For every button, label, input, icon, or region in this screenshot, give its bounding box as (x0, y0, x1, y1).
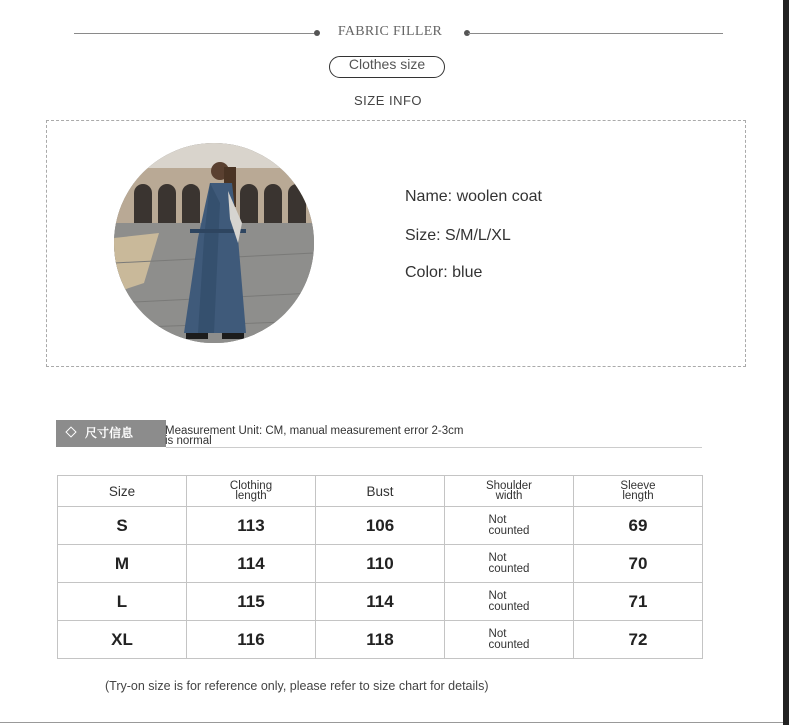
cell-length: 115 (187, 583, 316, 621)
measurement-note (165, 426, 495, 446)
cell-shoulder (445, 583, 574, 621)
diamond-icon (65, 426, 76, 437)
cell-shoulder-line1: Not (488, 551, 507, 564)
header-bust: Bust (316, 476, 445, 507)
table-row (58, 621, 703, 659)
cell-shoulder-line2: counted (488, 638, 530, 651)
cell-bust: 118 (316, 621, 445, 659)
cell-size: M (58, 545, 187, 583)
cell-size: S (58, 507, 187, 545)
cell-sleeve: 69 (574, 507, 703, 545)
table-row (58, 545, 703, 583)
header-sleeve-length-line1: Sleeve (620, 480, 656, 492)
measurement-divider (166, 447, 702, 448)
header-clothing-length-line1: Clothing (229, 480, 273, 492)
cell-shoulder-line1: Not (488, 627, 507, 640)
cell-bust: 106 (316, 507, 445, 545)
size-info-subtitle: SIZE INFO (353, 93, 423, 108)
measurement-note-line1: Measurement Unit: CM, manual measurement error 2-3cm (165, 425, 464, 437)
measurement-note-line2: is normal (165, 435, 212, 447)
cell-bust: 114 (316, 583, 445, 621)
cell-length: 114 (187, 545, 316, 583)
cell-shoulder-line1: Not (488, 513, 507, 526)
header-shoulder-width-line2: width (495, 490, 523, 502)
measurement-tag-label: 尺寸信息 (85, 426, 134, 440)
header-shoulder-width (445, 476, 574, 507)
measurement-tag (56, 420, 166, 447)
right-edge-bar (783, 0, 789, 725)
table-row (58, 507, 703, 545)
cell-sleeve: 71 (574, 583, 703, 621)
size-table (57, 475, 703, 659)
product-color: Color: blue (405, 264, 483, 281)
size-table-header (58, 476, 703, 507)
clothes-size-pill (329, 56, 445, 78)
cell-shoulder (445, 545, 574, 583)
cell-shoulder-line2: counted (488, 524, 530, 537)
cell-size: L (58, 583, 187, 621)
product-name: Name: woolen coat (405, 188, 542, 205)
cell-size: XL (58, 621, 187, 659)
cell-shoulder-line1: Not (488, 589, 507, 602)
cell-length: 113 (187, 507, 316, 545)
header-clothing-length (187, 476, 316, 507)
header-line-right (468, 33, 723, 34)
product-photo-illustration (114, 143, 314, 343)
cell-length: 116 (187, 621, 316, 659)
product-sizes: Size: S/M/L/XL (405, 227, 511, 244)
header-title: FABRIC FILLER (337, 24, 443, 39)
bottom-divider (0, 722, 783, 723)
cell-sleeve: 70 (574, 545, 703, 583)
clothes-size-label: Clothes size (348, 56, 426, 72)
header-clothing-length-line2: length (235, 490, 267, 502)
cell-shoulder-line2: counted (488, 600, 530, 613)
header-line-left (74, 33, 318, 34)
footnote: (Try-on size is for reference only, please refer to size chart for details) (105, 679, 489, 693)
product-photo (114, 143, 314, 343)
header-shoulder-width-line1: Shoulder (485, 480, 533, 492)
cell-sleeve: 72 (574, 621, 703, 659)
cell-shoulder (445, 507, 574, 545)
header-size: Size (58, 476, 187, 507)
header-sleeve-length-line2: length (622, 490, 654, 502)
cell-shoulder (445, 621, 574, 659)
header-sleeve-length (574, 476, 703, 507)
table-row (58, 583, 703, 621)
cell-bust: 110 (316, 545, 445, 583)
cell-shoulder-line2: counted (488, 562, 530, 575)
